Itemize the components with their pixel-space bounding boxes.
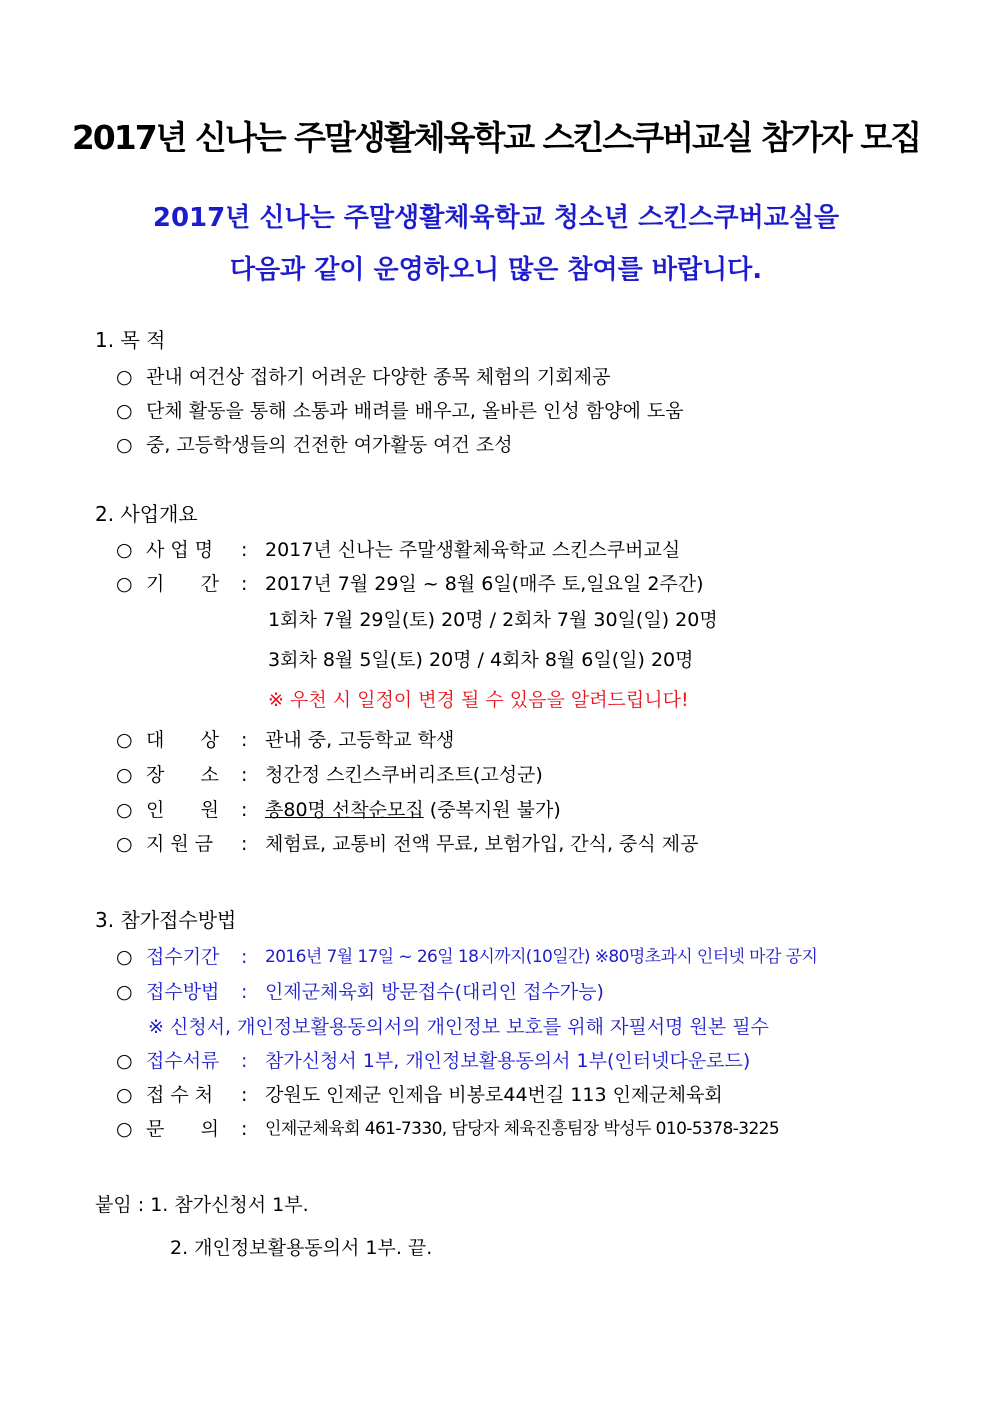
office-label: 접 수 처 bbox=[146, 1084, 214, 1106]
colon: : bbox=[241, 539, 248, 561]
bullet-circle: ○ bbox=[116, 946, 133, 968]
bullet-circle: ○ bbox=[116, 1084, 133, 1106]
project-name-value: 2017년 신나는 주말생활체육학교 스킨스쿠버교실 bbox=[265, 539, 681, 561]
page-title: 2017년 신나는 주말생활체육학교 스킨스쿠버교실 참가자 모집 bbox=[71, 118, 921, 157]
reception-period-label: 접수기간 bbox=[146, 946, 220, 968]
attachment-line-1: 붙임 : 1. 참가신청서 1부. bbox=[95, 1194, 309, 1216]
bullet-circle: ○ bbox=[116, 539, 133, 561]
colon: : bbox=[241, 946, 248, 968]
bullet-circle: ○ bbox=[116, 764, 133, 786]
documents-label: 접수서류 bbox=[146, 1050, 220, 1072]
target-label: 대 상 bbox=[146, 729, 219, 751]
purpose-item-2: 단체 활동을 통해 소통과 배려를 배우고, 올바른 인성 함양에 도움 bbox=[146, 400, 684, 422]
people-highlight: 총80명 선착순모집 bbox=[265, 799, 424, 821]
colon: : bbox=[241, 1118, 248, 1140]
colon: : bbox=[241, 573, 248, 595]
colon: : bbox=[241, 833, 248, 855]
colon: : bbox=[241, 764, 248, 786]
bullet-circle: ○ bbox=[116, 573, 133, 595]
bullet-circle: ○ bbox=[116, 1050, 133, 1072]
place-value: 청간정 스킨스쿠버리조트(고성군) bbox=[265, 764, 543, 786]
purpose-item-1: 관내 여건상 접하기 어려운 다양한 종목 체험의 기회제공 bbox=[146, 366, 611, 388]
colon: : bbox=[241, 1084, 248, 1106]
bullet-circle: ○ bbox=[116, 833, 133, 855]
colon: : bbox=[241, 1050, 248, 1072]
bullet-circle: ○ bbox=[116, 1118, 133, 1140]
attachment-line-2: 2. 개인정보활용동의서 1부. 끝. bbox=[170, 1237, 433, 1259]
contact-label: 문 의 bbox=[146, 1118, 219, 1140]
target-value: 관내 중, 고등학교 학생 bbox=[265, 729, 455, 751]
reception-method-note: ※ 신청서, 개인정보활용동의서의 개인정보 보호를 위해 자필서명 원본 필수 bbox=[148, 1016, 769, 1038]
reception-method-value: 인제군체육회 방문접수(대리인 접수가능) bbox=[265, 981, 604, 1003]
colon: : bbox=[241, 799, 248, 821]
colon: : bbox=[241, 981, 248, 1003]
reception-period-value: 2016년 7월 17일 ~ 26일 18시까지(10일간) ※80명초과시 인터넷 마감 공지 bbox=[265, 947, 818, 967]
bullet-circle: ○ bbox=[116, 729, 133, 751]
people-value bbox=[265, 796, 561, 824]
section2-heading: 2. 사업개요 bbox=[95, 502, 198, 526]
project-name-label: 사 업 명 bbox=[146, 539, 214, 561]
place-label: 장 소 bbox=[146, 764, 219, 786]
support-value: 체험료, 교통비 전액 무료, 보험가입, 간식, 중식 제공 bbox=[265, 833, 699, 855]
section3-heading: 3. 참가접수방법 bbox=[95, 908, 237, 932]
bullet-circle: ○ bbox=[116, 434, 133, 456]
people-label: 인 원 bbox=[146, 799, 219, 821]
purpose-item-3: 중, 고등학생들의 건전한 여가활동 여건 조성 bbox=[146, 434, 513, 456]
support-label: 지 원 금 bbox=[146, 833, 214, 855]
bullet-circle: ○ bbox=[116, 400, 133, 422]
period-label: 기 간 bbox=[146, 573, 219, 595]
session-schedule-1: 1회차 7월 29일(토) 20명 / 2회차 7월 30일(일) 20명 bbox=[268, 609, 718, 631]
rain-notice: ※ 우천 시 일정이 변경 될 수 있음을 알려드립니다! bbox=[268, 689, 689, 711]
contact-value: 인제군체육회 461-7330, 담당자 체육진흥팀장 박성두 010-5378-3225 bbox=[265, 1119, 780, 1139]
documents-value: 참가신청서 1부, 개인정보활용동의서 1부(인터넷다운로드) bbox=[265, 1050, 751, 1072]
bullet-circle: ○ bbox=[116, 366, 133, 388]
reception-method-label: 접수방법 bbox=[146, 981, 220, 1003]
bullet-circle: ○ bbox=[116, 981, 133, 1003]
people-note: (중복지원 불가) bbox=[423, 799, 561, 821]
section1-heading: 1. 목 적 bbox=[95, 328, 166, 352]
subtitle-line-1: 2017년 신나는 주말생활체육학교 청소년 스킨스쿠버교실을 bbox=[152, 203, 840, 233]
office-value: 강원도 인제군 인제읍 비봉로44번길 113 인제군체육회 bbox=[265, 1084, 723, 1106]
subtitle-line-2: 다음과 같이 운영하오니 많은 참여를 바랍니다. bbox=[229, 255, 763, 285]
session-schedule-2: 3회차 8월 5일(토) 20명 / 4회차 8월 6일(일) 20명 bbox=[268, 649, 694, 671]
period-value: 2017년 7월 29일 ~ 8월 6일(매주 토,일요일 2주간) bbox=[265, 573, 704, 595]
colon: : bbox=[241, 729, 248, 751]
bullet-circle: ○ bbox=[116, 799, 133, 821]
